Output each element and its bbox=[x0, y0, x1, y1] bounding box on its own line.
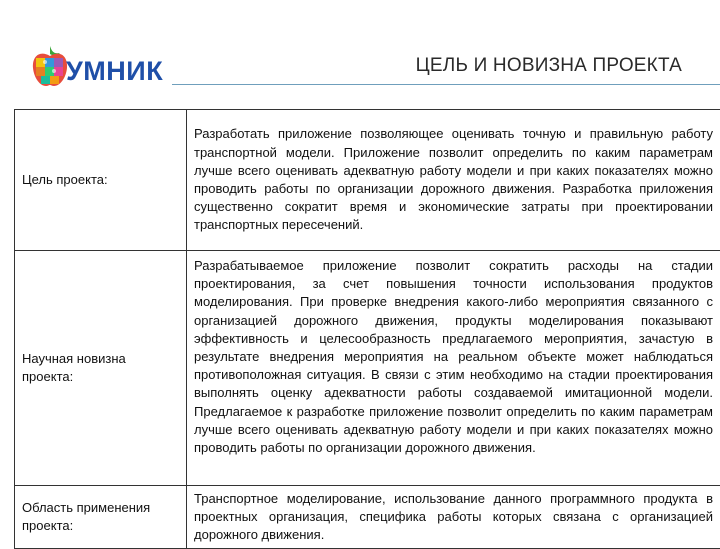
row-text: Транспортное моделирование, использование данного программного продукта в проектных организация, специфика работы которых связана с организацией дорожного движения. bbox=[187, 486, 720, 549]
row-label: Область применения проекта: bbox=[15, 486, 187, 549]
logo-text: УМНИК bbox=[66, 56, 163, 87]
row-label: Научная новизна проекта: bbox=[15, 251, 187, 486]
project-info-table bbox=[14, 109, 720, 549]
row-text: Разработать приложение позволяющее оценивать точную и правильную работу транспортной модели. Приложение позволит определить по каким параметрам лучше всего оценивать адекватную работу модели и при каких показателях можно проводить работы по организации дорожного движения. Разработка приложения существенно сократит время и экономические затраты при проектировании транспортных пересечений. bbox=[187, 110, 720, 251]
table-row bbox=[15, 486, 720, 549]
umnik-logo bbox=[30, 44, 180, 86]
table-row bbox=[15, 110, 720, 251]
apple-puzzle-icon bbox=[30, 44, 70, 88]
row-label: Цель проекта: bbox=[15, 110, 187, 251]
row-text: Разрабатываемое приложение позволит сократить расходы на стадии проектирования, за счет повышения точности использования продуктов моделирования. При проверке внедрения какого-либо мероприятия связанного с организацией дорожного движения, продукты моделирования показывают эффективность и целесообразность предлагаемого мероприятия, зачастую в результате внедрения мероприятия на реальном объекте может наблюдаться противоположная ситуация. В связи с этим необходимо на стадии проектирования выполнять оценку адекватности работы создаваемой имитационной модели. Предлагаемое к разработке приложение позволит определить по каким параметрам лучше всего оценивать адекватную работу модели и при каких показателях можно проводить работы по организации дорожного движения. bbox=[187, 251, 720, 486]
table-row bbox=[15, 251, 720, 486]
page-title: ЦЕЛЬ И НОВИЗНА ПРОЕКТА bbox=[416, 55, 682, 77]
title-underline bbox=[172, 84, 720, 85]
